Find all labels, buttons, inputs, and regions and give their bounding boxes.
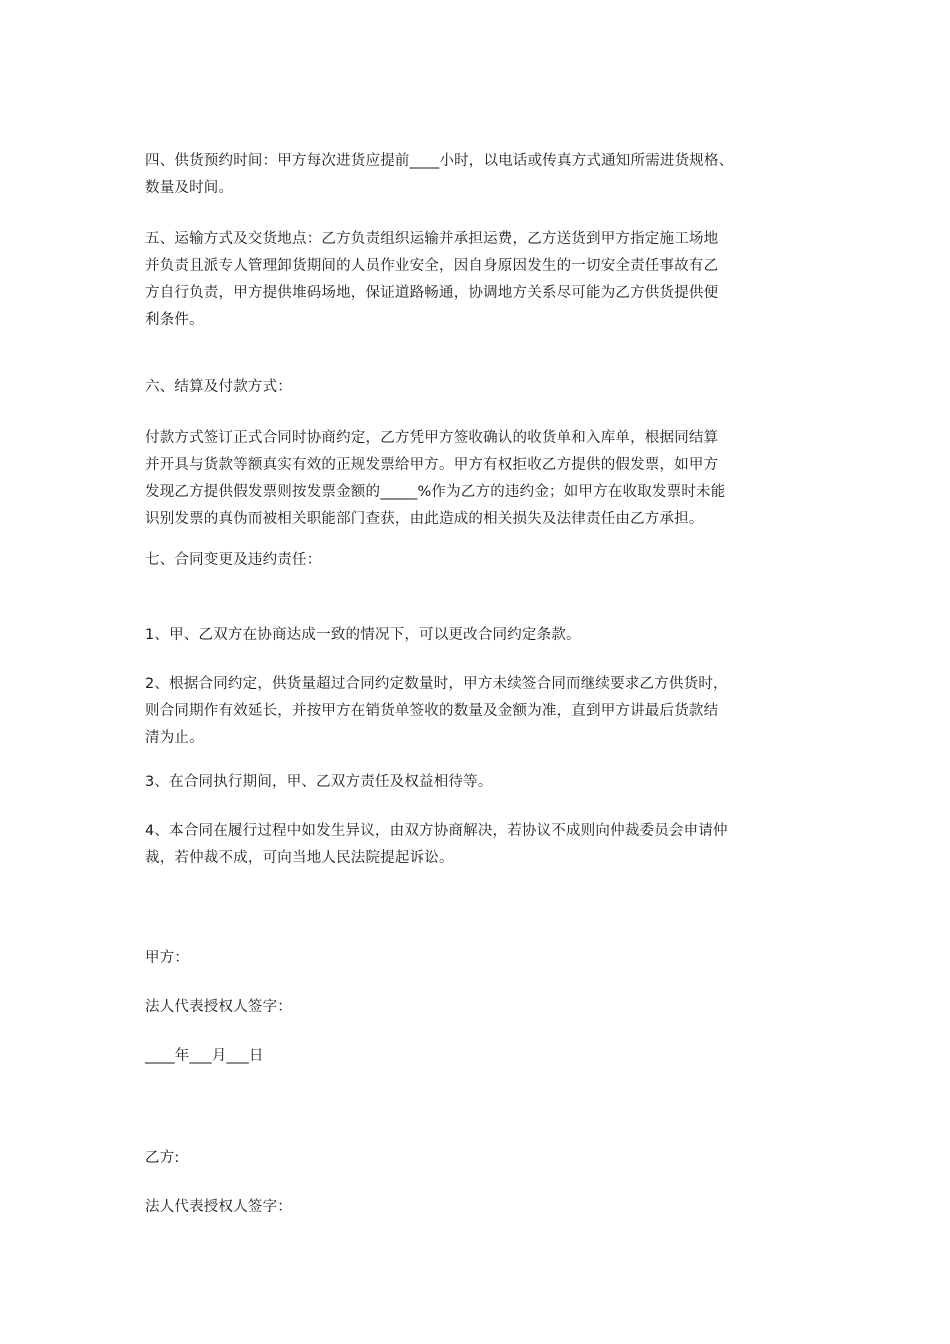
text-line: ____年___月___日 (145, 1048, 264, 1064)
text-line: 清为止。 (145, 730, 204, 746)
clause-1 (145, 622, 817, 649)
section-5-transport-delivery (145, 226, 817, 334)
party-b-label (145, 1145, 817, 1172)
text-line: 并负责且派专人管理卸货期间的人员作业安全，因自身原因发生的一切安全责任事故有乙 (145, 258, 719, 274)
party-b-signature-label (145, 1194, 817, 1221)
text-line: 识别发票的真伪而被相关职能部门查获，由此造成的相关损失及法律责任由乙方承担。 (145, 511, 704, 527)
text-line: 4、本合同在履行过程中如发生异议，由双方协商解决，若协议不成则向仲裁委员会申请仲 (145, 823, 728, 839)
text-line: 数量及时间。 (145, 180, 234, 196)
text-line: 发现乙方提供假发票则按发票金额的_____%作为乙方的违约金；如甲方在收取发票时未能 (145, 484, 726, 500)
party-a-date (145, 1043, 817, 1070)
text-line: 五、运输方式及交货地点：乙方负责组织运输并承担运费，乙方送货到甲方指定施工场地 (145, 231, 719, 247)
section-heading: 六、结算及付款方式： (145, 379, 292, 395)
party-a-signature-label (145, 994, 817, 1021)
clause-4 (145, 818, 817, 872)
text-line: 2、根据合同约定，供货量超过合同约定数量时，甲方未续签合同而继续要求乙方供货时， (145, 676, 728, 692)
section-6-heading (145, 374, 817, 401)
text-line: 法人代表授权人签字： (145, 999, 292, 1015)
clause-2 (145, 671, 817, 752)
section-heading: 七、合同变更及违约责任： (145, 552, 322, 568)
party-a-label (145, 945, 817, 972)
text-line: 1、甲、乙双方在协商达成一致的情况下，可以更改合同约定条款。 (145, 627, 581, 643)
text-line: 法人代表授权人签字： (145, 1199, 292, 1215)
text-line: 付款方式签订正式合同时协商约定，乙方凭甲方签收确认的收货单和入库单，根据同结算 (145, 430, 719, 446)
section-4-delivery-appointment (145, 148, 817, 202)
section-7-heading (145, 547, 817, 574)
text-line: 方自行负责，甲方提供堆码场地，保证道路畅通，协调地方关系尽可能为乙方供货提供便 (145, 285, 719, 301)
text-line: 四、供货预约时间：甲方每次进货应提前____小时，以电话或传真方式通知所需进货规格、 (145, 153, 734, 169)
clause-3 (145, 769, 817, 796)
text-line: 甲方： (145, 950, 190, 966)
text-line: 利条件。 (145, 312, 204, 328)
text-line: 3、在合同执行期间，甲、乙双方责任及权益相待等。 (145, 774, 493, 790)
section-6-payment-terms (145, 425, 817, 533)
text-line: 并开具与货款等额真实有效的正规发票给甲方。甲方有权拒收乙方提供的假发票，如甲方 (145, 457, 719, 473)
text-line: 乙方: (145, 1150, 180, 1166)
text-line: 裁，若仲裁不成，可向当地人民法院提起诉讼。 (145, 850, 454, 866)
text-line: 则合同期作有效延长，并按甲方在销货单签收的数量及金额为准，直到甲方讲最后货款结 (145, 703, 719, 719)
